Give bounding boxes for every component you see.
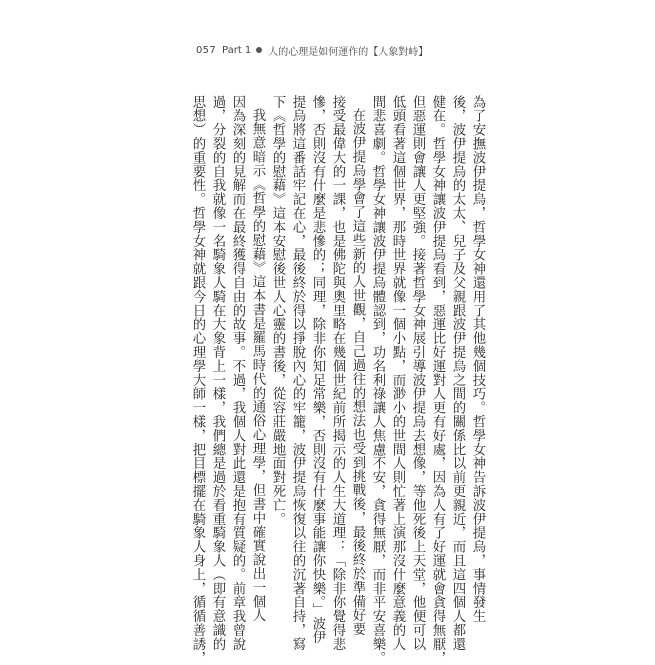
text-column: 慘，否則沒有什麼是悲慘的；同理，除非你知足常樂，否則沒有什麼事能讓你快樂。」波伊 bbox=[310, 95, 325, 645]
text-column: 後，波伊提烏的太太、兒子及父親跟波伊提烏之間的關係比以前更親近，而且這四個人都還 bbox=[450, 95, 465, 651]
vertical-text-body bbox=[190, 95, 486, 665]
text-column: 因為深刻的見解而在最終獲得自由的故事。不過，我個人對此還是抱有質疑的。前章我曾說 bbox=[230, 95, 245, 651]
part-label: Part 1 bbox=[222, 44, 252, 56]
text-column: 為了安撫波伊提烏，哲學女神還用了其他幾個技巧。哲學女神告訴波伊提烏，事情發生 bbox=[470, 95, 485, 624]
text-column: 在波伊提烏學會了這些新的人世觀，自己過往的想法也受到挑戰後，最後終於準備好要 bbox=[350, 108, 365, 637]
running-header bbox=[196, 42, 428, 58]
chapter-title: 人的心理是如何運作的【人象對峙】 bbox=[268, 46, 429, 58]
text-column: 健在。哲學女神讓波伊提烏看到，惡運比好運對人更有好處，因為人有了好運就會貪得無厭， bbox=[430, 95, 445, 665]
text-column: 提烏將這番話牢記在心，最後終於得以掙脫內心的牢籠，波伊提烏恢復以往的沉著自持，寫 bbox=[290, 95, 305, 651]
text-column: 思想）的重要性。哲學女神就跟今日的心理學大師一樣，把目標擺在騎象人身上，循循善誘， bbox=[190, 95, 205, 665]
page-number: 057 bbox=[196, 44, 216, 56]
text-column: 低頭看著這個世界，那時世界就像一個小點，而渺小的世間人則忙著上演那沒什麼意義的人 bbox=[390, 95, 405, 651]
text-column: 下《哲學的慰藉》這本安慰後世人心靈的書後，從容莊嚴地面對死亡。 bbox=[270, 95, 285, 526]
text-column: 間悲喜劇。哲學女神讓波伊提烏體認到，功名利祿讓人焦慮不安，貪得無厭，而非平安喜樂。 bbox=[370, 95, 385, 665]
text-column: 我無意暗示《哲學的慰藉》這本書是羅馬時代的通俗心理學，但書中確實說出一個人 bbox=[250, 108, 265, 623]
text-column: 但惡運則會讓人更堅強。接著哲學女神展引導波伊提烏去想像，等他死後上天堂，他便可以 bbox=[410, 95, 425, 651]
text-column: 接受最偉大的一課，也是佛陀與奧里略在幾個世紀前所揭示的人生大道理：「除非你覺得悲 bbox=[330, 95, 345, 651]
text-column: 過，分裂的自我就像一名騎象人騎在大象背上一樣，我們總是過於看重騎象人（即有意識的 bbox=[210, 95, 225, 651]
bullet-dot-icon bbox=[256, 47, 262, 53]
